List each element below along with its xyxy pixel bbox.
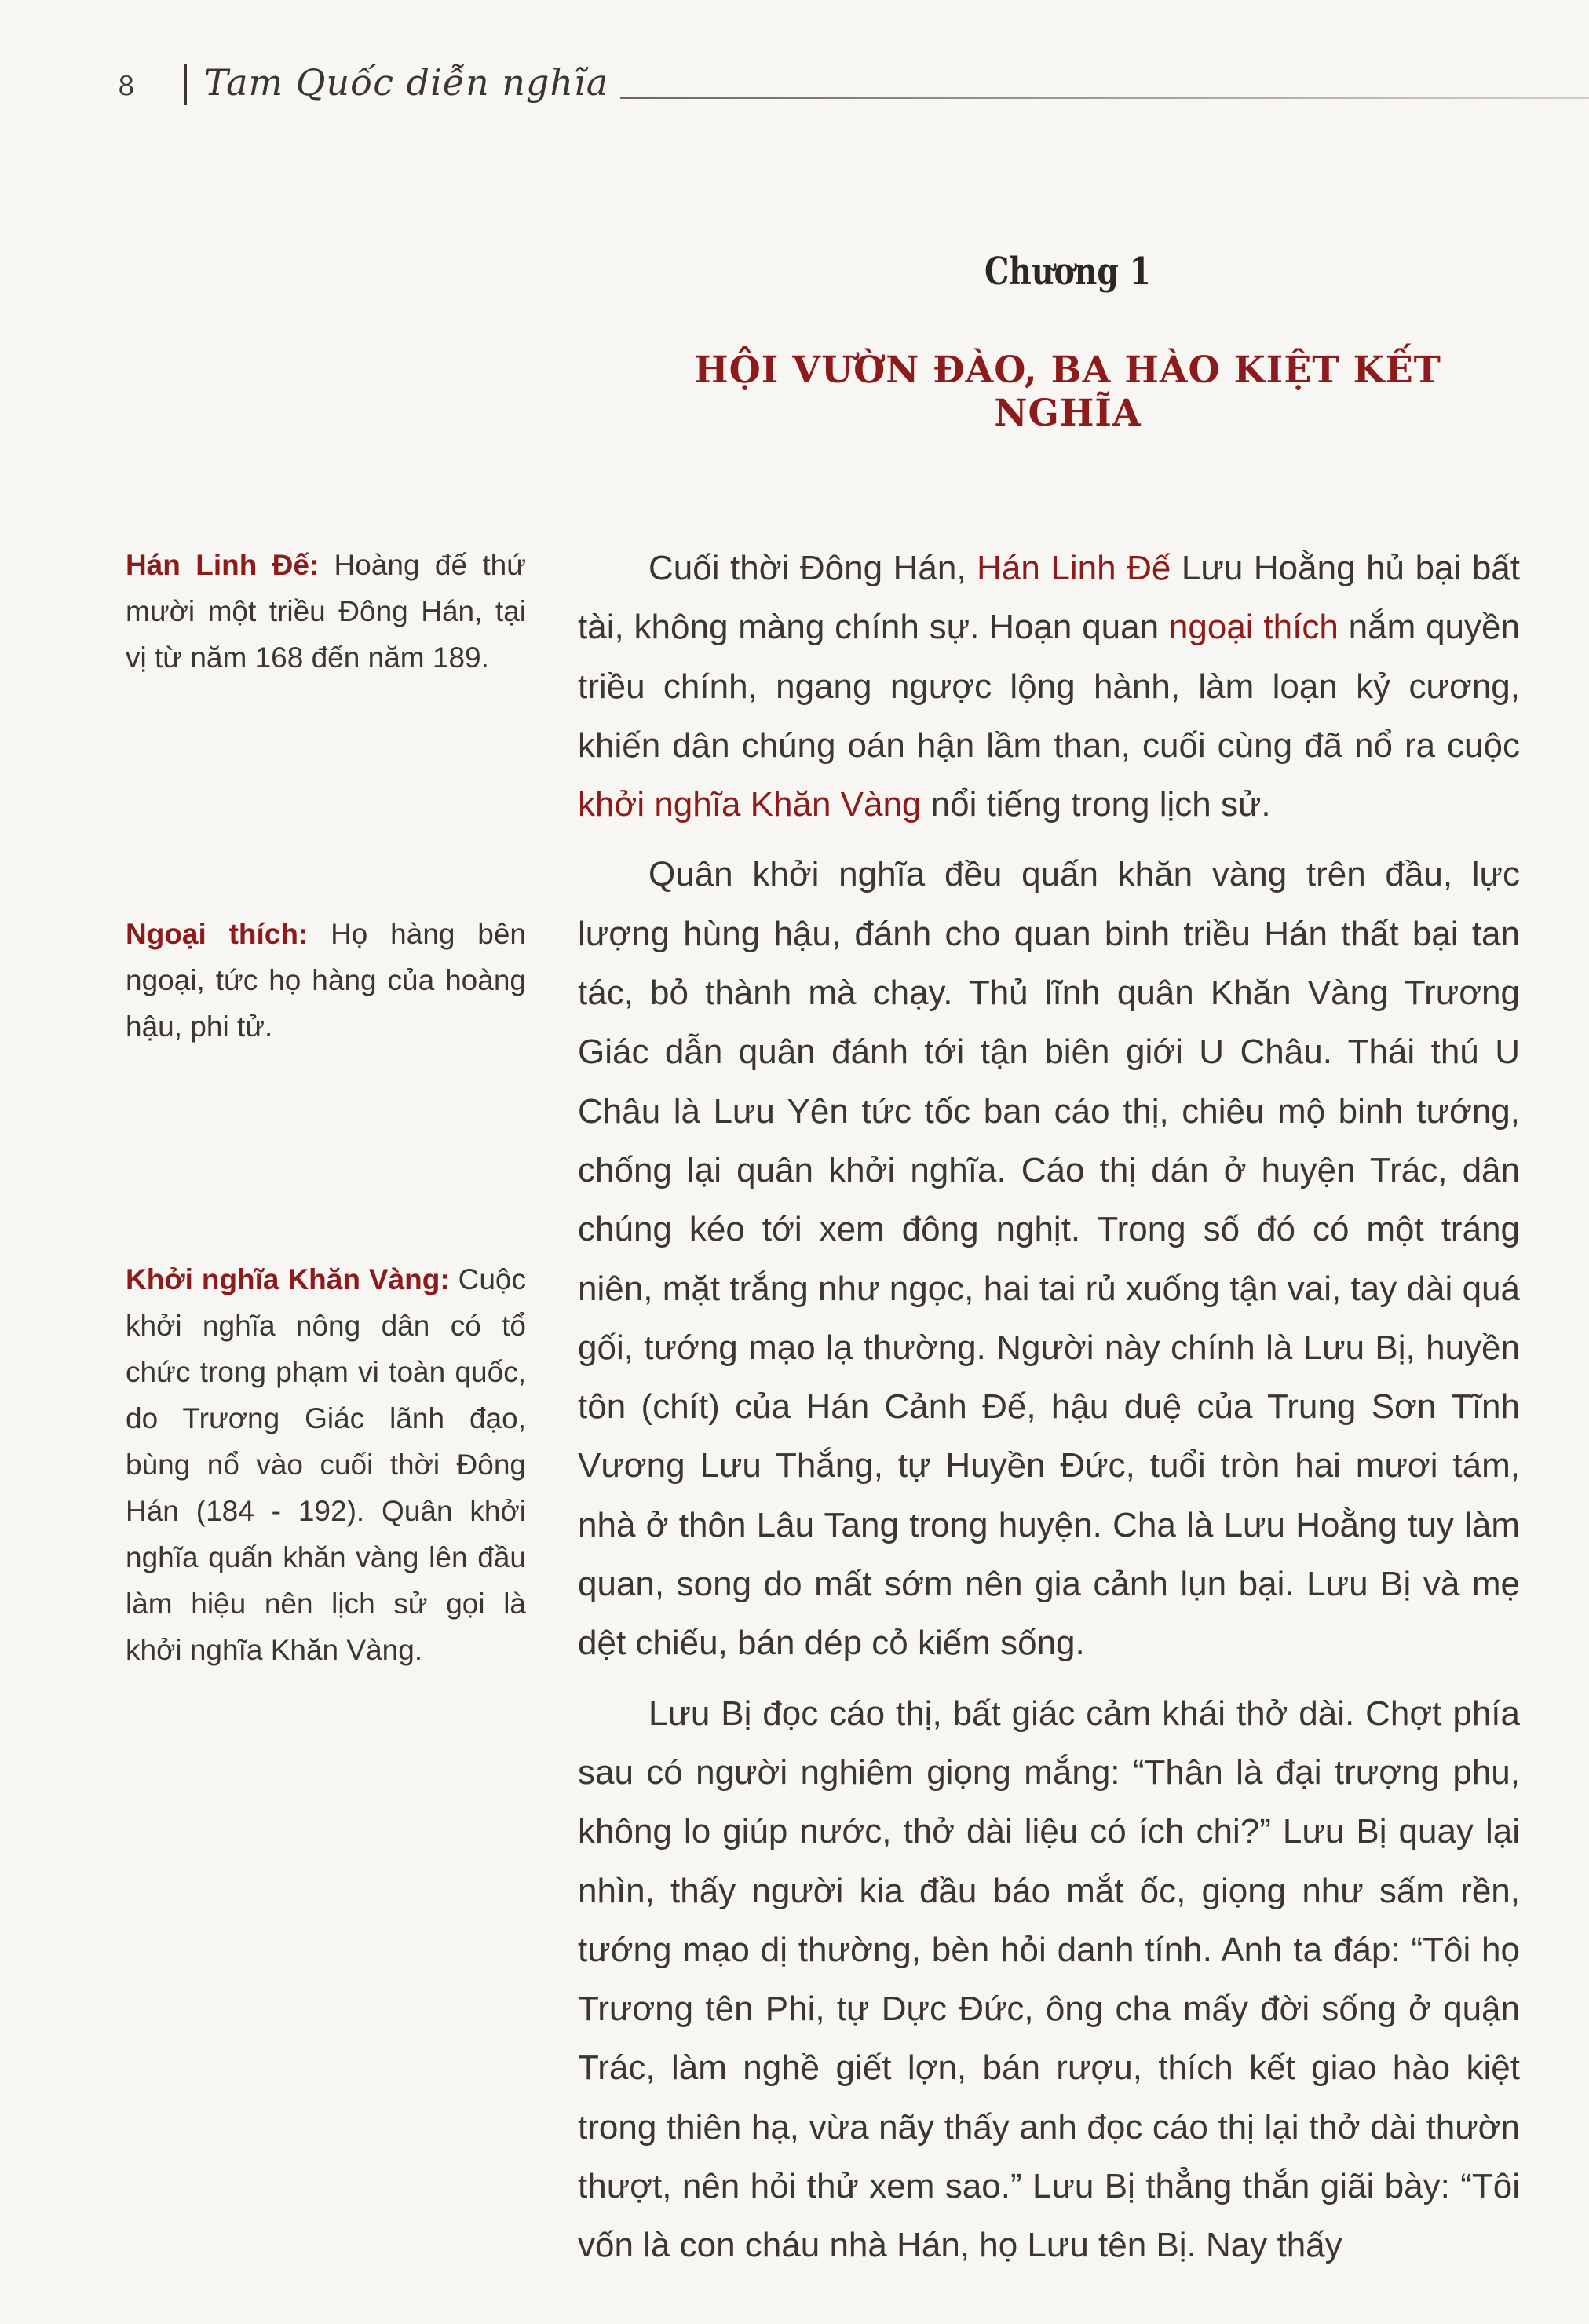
running-header [118,57,1531,119]
sidenote-han-linh-de [126,542,526,681]
header-rule [620,97,1589,99]
glossary-term-khoi-nghia-khan-vang: khởi nghĩa Khăn Vàng [578,785,922,824]
text-run: nắm quyền triều chính, ngang ngược lộng hành, làm loạn kỷ cương, khiến dân chúng oán hận lầm than, cuối cùng đã nổ ra cuộc [578,608,1520,765]
chapter-title: HỘI VƯỜN ĐÀO, BA HÀO KIỆT KẾT NGHĨA [694,349,1441,435]
text-run: Cuối thời Đông Hán, [648,549,977,587]
chapter-label: Chương 1 [984,250,1152,294]
book-title: Tam Quốc diễn nghĩa [204,61,609,104]
sidenote-text: Họ hàng bên ngoại, tức họ hàng của hoàng hậu, phi tử. [126,918,526,1043]
sidenote-term: Ngoại thích: [126,918,309,950]
paragraph-3: Lưu Bị đọc cáo thị, bất giác cảm khái thở dài. Chợt phía sau có người nghiêm giọng mắng: “Thân là đại trượng phu, không lo giúp nước, thở dài liệu có ích chi?” Lưu Bị quay lại nhìn, thấy người kia đầu báo mắt ốc, giọng như sấm rền, tướng mạo dị thường, bèn hỏi danh tính. Anh ta đáp: “Tôi họ Trương tên Phi, tự Dực Đức, ông cha mấy đời sống ở quận Trác, làm nghề giết lợn, bán rượu, thích kết giao hào kiệt trong thiên hạ, vừa nãy thấy anh đọc cáo thị lại thở dài thườn thượt, nên hỏi thử xem sao.” Lưu Bị thẳng thắn giãi bày: “Tôi vốn là con cháu nhà Hán, họ Lưu tên Bị. Nay thấy [578,1694,1520,2265]
page-number: 8 [118,71,135,102]
sidenote-term: Khởi nghĩa Khăn Vàng: [126,1263,450,1295]
main-text [578,539,1520,2286]
sidenote-ngoai-thich [126,911,526,1050]
glossary-term-han-linh-de: Hán Linh Đế [977,549,1171,587]
sidenote-term: Hán Linh Đế: [126,549,320,581]
paragraph-2: Quân khởi nghĩa đều quấn khăn vàng trên đầu, lực lượng hùng hậu, đánh cho quan binh triều Hán thất bại tan tác, bỏ thành mà chạy. Thủ lĩnh quân Khăn Vàng Trương Giác dẫn quân đánh tới tận biên giới U Châu. Thái thú U Châu là Lưu Yên tức tốc ban cáo thị, chiêu mộ binh tướng, chống lại quân khởi nghĩa. Cáo thị dán ở huyện Trác, dân chúng kéo tới xem đông nghịt. Trong số đó có một tráng niên, mặt trắng như ngọc, hai tai rủ xuống tận vai, tay dài quá gối, tướng mạo lạ thường. Người này chính là Lưu Bị, huyền tôn (chít) của Hán Cảnh Đế, hậu duệ của Trung Sơn Tĩnh Vương Lưu Thắng, tự Huyền Đức, tuổi tròn hai mươi tám, nhà ở thôn Lâu Tang trong huyện. Cha là Lưu Hoằng tuy làm quan, song do mất sớm nên gia cảnh lụn bại. Lưu Bị và mẹ dệt chiếu, bán dép cỏ kiếm sống. [578,855,1520,1663]
text-run: nổi tiếng trong lịch sử. [921,785,1271,824]
sidenote-khoi-nghia-khan-vang [126,1256,526,1673]
sidenote-text: Hoàng đế thứ mười một triều Đông Hán, tại vị từ năm 168 đến năm 189. [126,549,526,674]
header-divider [184,64,187,105]
sidenote-text: Cuộc khởi nghĩa nông dân có tổ chức trong phạm vi toàn quốc, do Trương Giác lãnh đạo, bùng nổ vào cuối thời Đông Hán (184 - 192). Quân khởi nghĩa quấn khăn vàng lên đầu làm hiệu nên lịch sử gọi là khởi nghĩa Khăn Vàng. [126,1263,527,1666]
text-run: Lưu Hoằng hủ bại bất tài, không màng chính sự. Hoạn quan [578,549,1520,647]
paragraph-1 [578,539,1520,834]
glossary-term-ngoai-thich: ngoại thích [1168,608,1339,647]
